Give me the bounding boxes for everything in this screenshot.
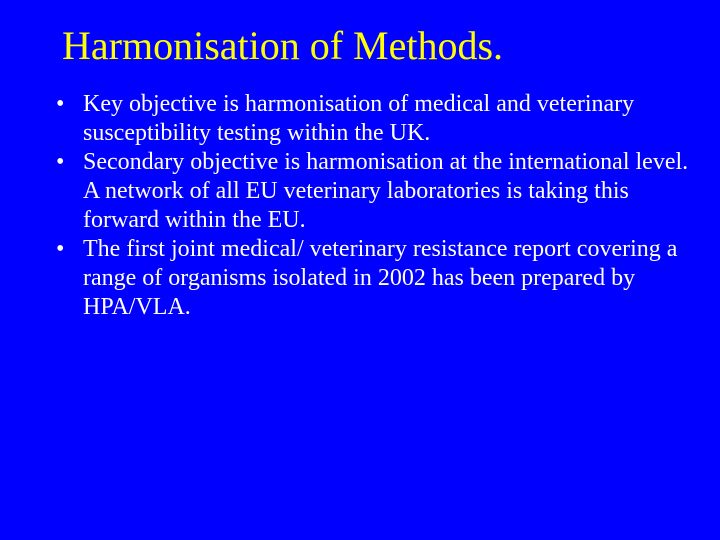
bullet-marker: • xyxy=(56,91,65,117)
bullet-item-first-joint-report xyxy=(56,235,696,322)
bullet-marker: • xyxy=(56,236,65,262)
bullet-item-key-objective xyxy=(56,90,696,148)
bullet-text: The first joint medical/ veterinary resistance report covering a range of organisms isolated in 2002 has been prepared by HPA/VLA. xyxy=(83,236,678,320)
bullet-item-secondary-objective xyxy=(56,148,696,235)
bullet-text: Secondary objective is harmonisation at the international level. A network of all EU veterinary laboratories is taking this forward within the EU. xyxy=(83,149,689,233)
bullet-list xyxy=(56,90,696,322)
slide-title: Harmonisation of Methods. xyxy=(62,23,504,68)
bullet-text: Key objective is harmonisation of medical and veterinary susceptibility testing within the UK. xyxy=(83,91,635,146)
bullet-marker: • xyxy=(56,149,65,175)
